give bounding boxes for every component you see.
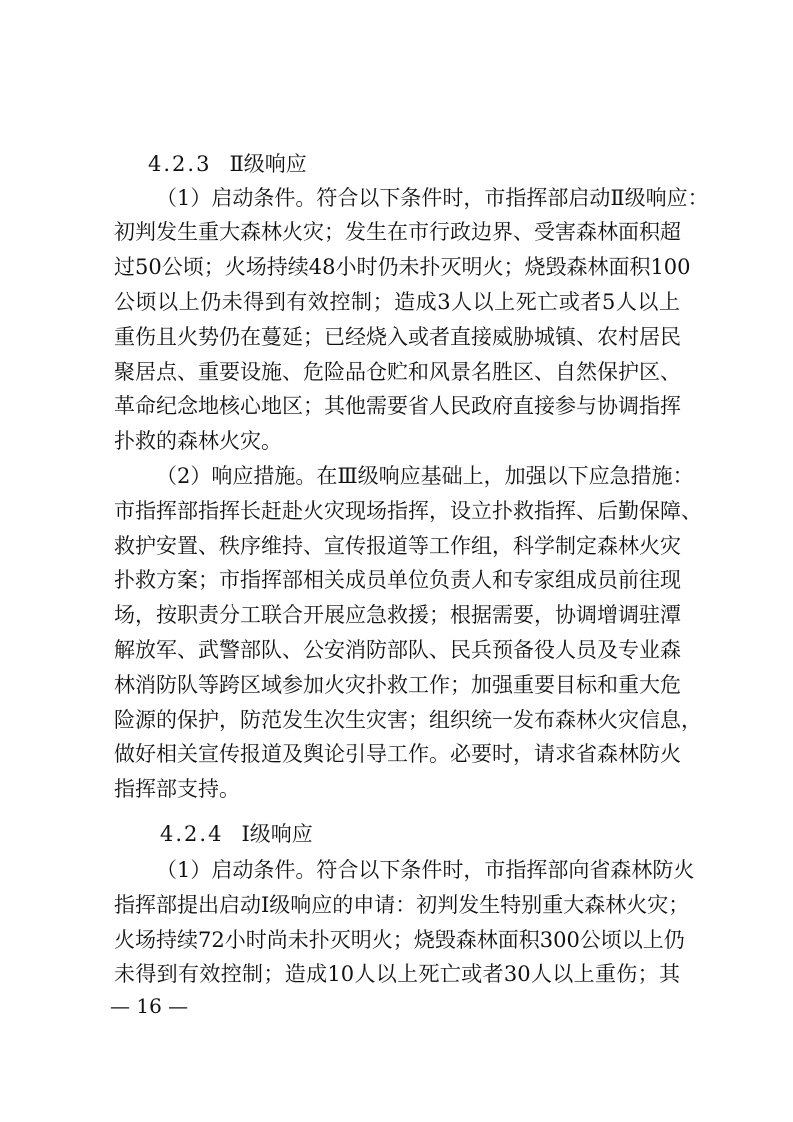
paragraph-line: 做好相关宣传报道及舆论引导工作。必要时，请求省森林防火: [114, 742, 681, 766]
section-heading-4-2-4: [160, 817, 313, 851]
paragraph-line: 扑救方案；市指挥部相关成员单位负责人和专家组成员前往现: [114, 568, 681, 592]
paragraph-line: 革命纪念地核心地区；其他需要省人民政府直接参与协调指挥: [114, 394, 681, 418]
paragraph-line: 过50公顷；火场持续48小时仍未扑灭明火；烧毁森林面积100: [114, 255, 691, 279]
paragraph-line: （2）响应措施。在Ⅲ级响应基础上，加强以下应急措施：: [156, 464, 694, 488]
paragraph-line: 林消防队等跨区域参加火灾扑救工作；加强重要目标和重大危: [114, 673, 681, 697]
paragraph-line: 市指挥部指挥长赶赴火灾现场指挥，设立扑救指挥、后勤保障、: [114, 499, 702, 523]
paragraph-line: 初判发生重大森林火灾；发生在市行政边界、受害森林面积超: [114, 220, 681, 244]
paragraph-line: 场，按职责分工联合开展应急救援；根据需要，协调增调驻潭: [114, 603, 681, 627]
section-number: 4.2.4: [160, 822, 224, 846]
paragraph-line: 险源的保护，防范发生次生灾害；组织统一发布森林火灾信息，: [114, 708, 702, 732]
section-title: Ⅰ级响应: [241, 822, 313, 846]
paragraph-line: 解放军、武警部队、公安消防部队、民兵预备役人员及专业森: [114, 638, 681, 662]
paragraph-line: 火场持续72小时尚未扑灭明火；烧毁森林面积300公顷以上仍: [114, 928, 685, 952]
paragraph-line: 未得到有效控制；造成10人以上死亡或者30人以上重伤；其: [114, 962, 680, 986]
section-title: Ⅱ级响应: [229, 152, 307, 176]
paragraph-line: （1）启动条件。符合以下条件时，市指挥部向省森林防火: [156, 858, 695, 882]
paragraph-line: 聚居点、重要设施、危险品仓贮和风景名胜区、自然保护区、: [114, 360, 681, 384]
paragraph-line: 救护安置、秩序维持、宣传报道等工作组，科学制定森林火灾: [114, 534, 681, 558]
page-number: — 16 —: [110, 994, 189, 1018]
paragraph-line: 指挥部提出启动Ⅰ级响应的申请：初判发生特别重大森林火灾；: [114, 893, 690, 917]
section-heading-4-2-3: [148, 147, 307, 181]
paragraph-line: （1）启动条件。符合以下条件时，市指挥部启动Ⅱ级响应：: [156, 186, 709, 210]
section-number: 4.2.3: [148, 152, 212, 176]
paragraph-line: 重伤且火势仍在蔓延；已经烧入或者直接威胁城镇、农村居民: [114, 325, 681, 349]
paragraph-line: 扑救的森林火灾。: [114, 429, 282, 453]
paragraph-line: 指挥部支持。: [114, 777, 240, 801]
paragraph-line: 公顷以上仍未得到有效控制；造成3人以上死亡或者5人以上: [114, 290, 680, 314]
